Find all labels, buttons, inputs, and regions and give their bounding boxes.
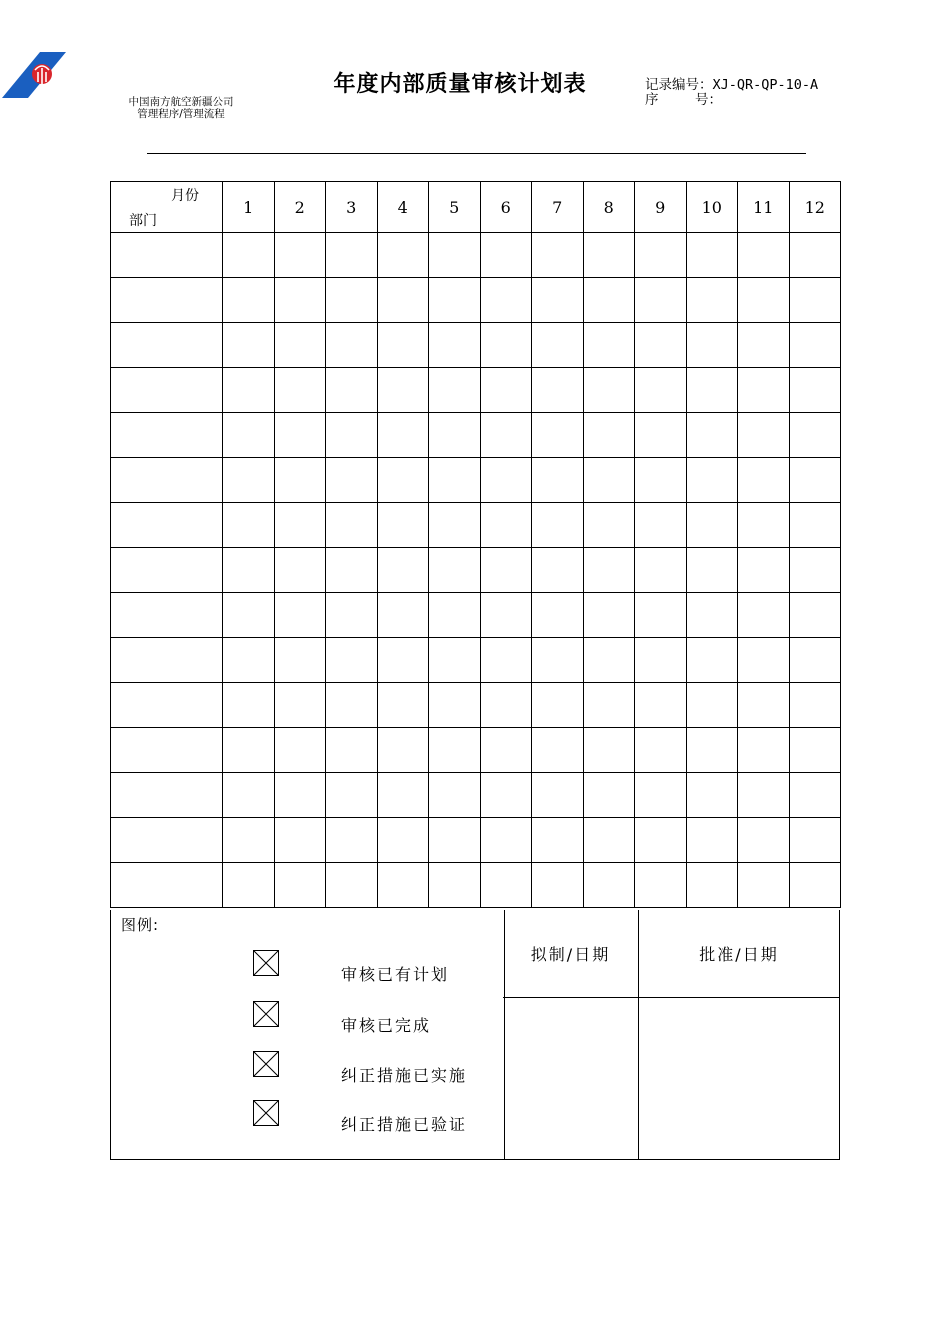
month-cell[interactable] bbox=[789, 368, 841, 413]
month-cell[interactable] bbox=[274, 818, 326, 863]
month-cell[interactable] bbox=[480, 368, 532, 413]
month-cell[interactable] bbox=[377, 323, 429, 368]
table-row bbox=[111, 323, 841, 368]
month-cell[interactable] bbox=[789, 773, 841, 818]
company-logo-icon bbox=[2, 52, 66, 98]
month-cell[interactable] bbox=[583, 323, 635, 368]
month-cell[interactable] bbox=[326, 728, 378, 773]
month-cell[interactable] bbox=[429, 323, 481, 368]
month-cell[interactable] bbox=[429, 278, 481, 323]
month-cell[interactable] bbox=[789, 863, 841, 908]
month-cell[interactable] bbox=[223, 863, 275, 908]
month-cell[interactable] bbox=[738, 368, 790, 413]
month-cell[interactable] bbox=[583, 368, 635, 413]
month-cell[interactable] bbox=[480, 728, 532, 773]
month-cell[interactable] bbox=[429, 503, 481, 548]
month-cell[interactable] bbox=[686, 683, 738, 728]
month-cell[interactable] bbox=[532, 233, 584, 278]
month-cell[interactable] bbox=[738, 323, 790, 368]
month-cell[interactable] bbox=[429, 773, 481, 818]
month-cell[interactable] bbox=[377, 728, 429, 773]
month-cell[interactable] bbox=[429, 368, 481, 413]
month-cell[interactable] bbox=[480, 593, 532, 638]
month-cell[interactable] bbox=[738, 278, 790, 323]
legend-label: 审核已完成 bbox=[341, 1016, 432, 1035]
month-cell[interactable] bbox=[583, 773, 635, 818]
month-cell[interactable] bbox=[480, 413, 532, 458]
month-cell[interactable] bbox=[635, 233, 687, 278]
month-cell[interactable] bbox=[377, 278, 429, 323]
month-9-header: 9 bbox=[635, 182, 687, 233]
month-8-header: 8 bbox=[583, 182, 635, 233]
department-cell[interactable] bbox=[111, 503, 223, 548]
month-cell[interactable] bbox=[583, 863, 635, 908]
legend-item bbox=[253, 1001, 493, 1035]
month-cell[interactable] bbox=[377, 863, 429, 908]
table-row bbox=[111, 818, 841, 863]
month-cell[interactable] bbox=[326, 548, 378, 593]
month-cell[interactable] bbox=[274, 233, 326, 278]
month-cell[interactable] bbox=[583, 683, 635, 728]
month-cell[interactable] bbox=[532, 323, 584, 368]
month-cell[interactable] bbox=[583, 413, 635, 458]
month-cell[interactable] bbox=[274, 413, 326, 458]
month-cell[interactable] bbox=[789, 638, 841, 683]
month-cell[interactable] bbox=[377, 638, 429, 683]
department-cell[interactable] bbox=[111, 458, 223, 503]
month-cell[interactable] bbox=[326, 818, 378, 863]
table-row bbox=[111, 413, 841, 458]
month-cell[interactable] bbox=[377, 773, 429, 818]
month-cell[interactable] bbox=[326, 863, 378, 908]
month-cell[interactable] bbox=[326, 278, 378, 323]
month-cell[interactable] bbox=[223, 773, 275, 818]
month-cell[interactable] bbox=[635, 773, 687, 818]
department-cell[interactable] bbox=[111, 233, 223, 278]
record-number-value: XJ-QR-QP-10-A bbox=[712, 77, 819, 93]
month-cell[interactable] bbox=[377, 413, 429, 458]
table-row bbox=[111, 683, 841, 728]
record-number-label: 记录编号： bbox=[645, 77, 713, 93]
month-cell[interactable] bbox=[326, 593, 378, 638]
month-cell[interactable] bbox=[377, 233, 429, 278]
month-cell[interactable] bbox=[635, 278, 687, 323]
month-cell[interactable] bbox=[635, 413, 687, 458]
month-2-header: 2 bbox=[274, 182, 326, 233]
month-cell[interactable] bbox=[326, 773, 378, 818]
month-cell[interactable] bbox=[789, 503, 841, 548]
month-cell[interactable] bbox=[789, 728, 841, 773]
department-cell[interactable] bbox=[111, 368, 223, 413]
month-cell[interactable] bbox=[274, 593, 326, 638]
month-cell[interactable] bbox=[223, 638, 275, 683]
department-cell[interactable] bbox=[111, 548, 223, 593]
month-cell[interactable] bbox=[480, 233, 532, 278]
month-cell[interactable] bbox=[686, 728, 738, 773]
month-cell[interactable] bbox=[274, 863, 326, 908]
month-cell[interactable] bbox=[686, 503, 738, 548]
month-cell[interactable] bbox=[686, 863, 738, 908]
month-cell[interactable] bbox=[789, 683, 841, 728]
month-cell[interactable] bbox=[686, 278, 738, 323]
month-cell[interactable] bbox=[789, 323, 841, 368]
month-cell[interactable] bbox=[429, 683, 481, 728]
signature-box bbox=[503, 910, 840, 1160]
legend-label: 纠正措施已验证 bbox=[341, 1115, 468, 1134]
month-cell[interactable] bbox=[274, 638, 326, 683]
signature-header-divider bbox=[503, 997, 839, 998]
month-cell[interactable] bbox=[326, 458, 378, 503]
department-cell[interactable] bbox=[111, 638, 223, 683]
month-1-header: 1 bbox=[223, 182, 275, 233]
table-body bbox=[111, 182, 841, 908]
month-cell[interactable] bbox=[635, 818, 687, 863]
legend-item bbox=[253, 1051, 493, 1085]
month-cell[interactable] bbox=[532, 638, 584, 683]
month-cell[interactable] bbox=[480, 773, 532, 818]
month-cell[interactable] bbox=[480, 548, 532, 593]
month-cell[interactable] bbox=[429, 548, 481, 593]
month-cell[interactable] bbox=[532, 413, 584, 458]
corner-cell bbox=[111, 182, 223, 233]
month-cell[interactable] bbox=[377, 368, 429, 413]
month-cell[interactable] bbox=[738, 548, 790, 593]
crossed-box-icon bbox=[253, 1001, 279, 1027]
month-cell[interactable] bbox=[738, 773, 790, 818]
month-cell[interactable] bbox=[274, 458, 326, 503]
month-cell[interactable] bbox=[635, 728, 687, 773]
crossed-box-icon bbox=[253, 950, 279, 976]
month-cell[interactable] bbox=[377, 503, 429, 548]
company-line-1: 中国南方航空新疆公司 bbox=[128, 96, 234, 108]
month-cell[interactable] bbox=[326, 683, 378, 728]
department-cell[interactable] bbox=[111, 413, 223, 458]
month-cell[interactable] bbox=[480, 818, 532, 863]
month-cell[interactable] bbox=[377, 548, 429, 593]
prepared-date-header: 拟制/日期 bbox=[530, 945, 611, 964]
table-row bbox=[111, 503, 841, 548]
month-cell[interactable] bbox=[429, 413, 481, 458]
month-cell[interactable] bbox=[789, 278, 841, 323]
month-cell[interactable] bbox=[326, 368, 378, 413]
month-cell[interactable] bbox=[532, 458, 584, 503]
approved-date-header: 批准/日期 bbox=[699, 945, 779, 964]
month-cell[interactable] bbox=[223, 503, 275, 548]
month-12-header: 12 bbox=[789, 182, 841, 233]
month-cell[interactable] bbox=[686, 458, 738, 503]
month-cell[interactable] bbox=[635, 593, 687, 638]
sequence-label-2: 号： bbox=[695, 92, 722, 108]
month-cell[interactable] bbox=[274, 368, 326, 413]
month-cell[interactable] bbox=[480, 638, 532, 683]
month-cell[interactable] bbox=[223, 458, 275, 503]
month-cell[interactable] bbox=[583, 593, 635, 638]
month-cell[interactable] bbox=[480, 683, 532, 728]
table-row bbox=[111, 458, 841, 503]
company-name bbox=[118, 96, 244, 120]
crossed-box-icon bbox=[253, 1100, 279, 1126]
month-cell[interactable] bbox=[635, 458, 687, 503]
month-cell[interactable] bbox=[635, 368, 687, 413]
month-cell[interactable] bbox=[480, 503, 532, 548]
month-cell[interactable] bbox=[223, 818, 275, 863]
table-row bbox=[111, 863, 841, 908]
month-cell[interactable] bbox=[532, 728, 584, 773]
month-cell[interactable] bbox=[274, 323, 326, 368]
month-cell[interactable] bbox=[583, 503, 635, 548]
sequence-number bbox=[645, 93, 845, 108]
legend-title: 图例: bbox=[121, 916, 160, 934]
legend-label: 审核已有计划 bbox=[341, 965, 450, 984]
month-cell[interactable] bbox=[326, 503, 378, 548]
month-cell[interactable] bbox=[635, 683, 687, 728]
table-row bbox=[111, 368, 841, 413]
month-cell[interactable] bbox=[274, 683, 326, 728]
month-cell[interactable] bbox=[583, 728, 635, 773]
month-header: 月份 bbox=[171, 188, 199, 204]
month-cell[interactable] bbox=[583, 233, 635, 278]
month-cell[interactable] bbox=[635, 863, 687, 908]
month-cell[interactable] bbox=[223, 368, 275, 413]
month-cell[interactable] bbox=[532, 863, 584, 908]
month-cell[interactable] bbox=[223, 278, 275, 323]
table-row bbox=[111, 638, 841, 683]
month-cell[interactable] bbox=[686, 548, 738, 593]
department-cell[interactable] bbox=[111, 728, 223, 773]
month-cell[interactable] bbox=[738, 818, 790, 863]
month-3-header: 3 bbox=[326, 182, 378, 233]
month-cell[interactable] bbox=[686, 233, 738, 278]
month-cell[interactable] bbox=[274, 503, 326, 548]
month-cell[interactable] bbox=[789, 818, 841, 863]
month-cell[interactable] bbox=[377, 458, 429, 503]
lower-section bbox=[110, 910, 841, 1161]
table-row bbox=[111, 233, 841, 278]
month-cell[interactable] bbox=[223, 683, 275, 728]
month-cell[interactable] bbox=[274, 728, 326, 773]
month-cell[interactable] bbox=[738, 413, 790, 458]
corner-diagonal bbox=[111, 182, 223, 232]
month-cell[interactable] bbox=[326, 323, 378, 368]
department-cell[interactable] bbox=[111, 683, 223, 728]
month-cell[interactable] bbox=[738, 593, 790, 638]
department-cell[interactable] bbox=[111, 593, 223, 638]
month-cell[interactable] bbox=[532, 503, 584, 548]
month-cell[interactable] bbox=[686, 413, 738, 458]
legend-item bbox=[253, 1100, 493, 1134]
month-cell[interactable] bbox=[532, 773, 584, 818]
record-info bbox=[645, 78, 845, 108]
company-line-2: 管理程序/管理流程 bbox=[137, 108, 225, 120]
month-cell[interactable] bbox=[686, 368, 738, 413]
month-cell[interactable] bbox=[635, 638, 687, 683]
table-row bbox=[111, 593, 841, 638]
month-10-header: 10 bbox=[686, 182, 738, 233]
month-cell[interactable] bbox=[532, 683, 584, 728]
department-cell[interactable] bbox=[111, 818, 223, 863]
month-cell[interactable] bbox=[738, 683, 790, 728]
month-cell[interactable] bbox=[686, 323, 738, 368]
table-row bbox=[111, 278, 841, 323]
month-cell[interactable] bbox=[789, 233, 841, 278]
audit-plan-table bbox=[110, 181, 841, 908]
month-cell[interactable] bbox=[583, 548, 635, 593]
month-11-header: 11 bbox=[738, 182, 790, 233]
month-cell[interactable] bbox=[377, 593, 429, 638]
record-number bbox=[645, 78, 845, 93]
month-cell[interactable] bbox=[583, 278, 635, 323]
month-cell[interactable] bbox=[480, 458, 532, 503]
month-cell[interactable] bbox=[274, 773, 326, 818]
month-cell[interactable] bbox=[583, 458, 635, 503]
month-cell[interactable] bbox=[223, 593, 275, 638]
table-row bbox=[111, 773, 841, 818]
month-cell[interactable] bbox=[326, 233, 378, 278]
department-cell[interactable] bbox=[111, 278, 223, 323]
header-divider bbox=[147, 153, 806, 154]
month-cell[interactable] bbox=[532, 818, 584, 863]
month-cell[interactable] bbox=[223, 233, 275, 278]
month-cell[interactable] bbox=[789, 413, 841, 458]
table-row bbox=[111, 728, 841, 773]
legend-item bbox=[253, 950, 493, 984]
month-cell[interactable] bbox=[429, 728, 481, 773]
month-cell[interactable] bbox=[686, 593, 738, 638]
month-5-header: 5 bbox=[429, 182, 481, 233]
month-cell[interactable] bbox=[429, 233, 481, 278]
month-4-header: 4 bbox=[377, 182, 429, 233]
month-cell[interactable] bbox=[326, 413, 378, 458]
month-cell[interactable] bbox=[326, 638, 378, 683]
header-row bbox=[111, 182, 841, 233]
department-header: 部门 bbox=[129, 213, 157, 229]
month-cell[interactable] bbox=[738, 503, 790, 548]
month-cell[interactable] bbox=[635, 548, 687, 593]
month-cell[interactable] bbox=[274, 278, 326, 323]
month-cell[interactable] bbox=[635, 503, 687, 548]
month-cell[interactable] bbox=[480, 278, 532, 323]
month-cell[interactable] bbox=[429, 458, 481, 503]
month-cell[interactable] bbox=[686, 638, 738, 683]
month-cell[interactable] bbox=[223, 413, 275, 458]
month-cell[interactable] bbox=[223, 323, 275, 368]
legend-box bbox=[110, 910, 505, 1160]
month-cell[interactable] bbox=[738, 233, 790, 278]
month-cell[interactable] bbox=[532, 593, 584, 638]
legend-label: 纠正措施已实施 bbox=[341, 1066, 468, 1085]
month-cell[interactable] bbox=[429, 593, 481, 638]
month-cell[interactable] bbox=[377, 818, 429, 863]
month-cell[interactable] bbox=[583, 818, 635, 863]
month-cell[interactable] bbox=[429, 818, 481, 863]
page-title: 年度内部质量审核计划表 bbox=[333, 72, 587, 97]
month-cell[interactable] bbox=[274, 548, 326, 593]
month-cell[interactable] bbox=[223, 728, 275, 773]
month-cell[interactable] bbox=[429, 638, 481, 683]
month-cell[interactable] bbox=[635, 323, 687, 368]
month-cell[interactable] bbox=[738, 728, 790, 773]
month-cell[interactable] bbox=[738, 458, 790, 503]
crossed-box-icon bbox=[253, 1051, 279, 1077]
month-7-header: 7 bbox=[532, 182, 584, 233]
month-cell[interactable] bbox=[377, 683, 429, 728]
month-cell[interactable] bbox=[532, 278, 584, 323]
table-row bbox=[111, 548, 841, 593]
month-cell[interactable] bbox=[480, 323, 532, 368]
month-cell[interactable] bbox=[738, 863, 790, 908]
month-cell[interactable] bbox=[686, 818, 738, 863]
month-cell[interactable] bbox=[429, 863, 481, 908]
sequence-label: 序 bbox=[645, 92, 659, 108]
department-cell[interactable] bbox=[111, 863, 223, 908]
department-cell[interactable] bbox=[111, 323, 223, 368]
month-cell[interactable] bbox=[583, 638, 635, 683]
month-cell[interactable] bbox=[480, 863, 532, 908]
month-6-header: 6 bbox=[480, 182, 532, 233]
month-cell[interactable] bbox=[532, 368, 584, 413]
month-cell[interactable] bbox=[738, 638, 790, 683]
month-cell[interactable] bbox=[789, 593, 841, 638]
month-cell[interactable] bbox=[789, 548, 841, 593]
month-cell[interactable] bbox=[532, 548, 584, 593]
month-cell[interactable] bbox=[686, 773, 738, 818]
month-cell[interactable] bbox=[789, 458, 841, 503]
month-cell[interactable] bbox=[223, 548, 275, 593]
department-cell[interactable] bbox=[111, 773, 223, 818]
